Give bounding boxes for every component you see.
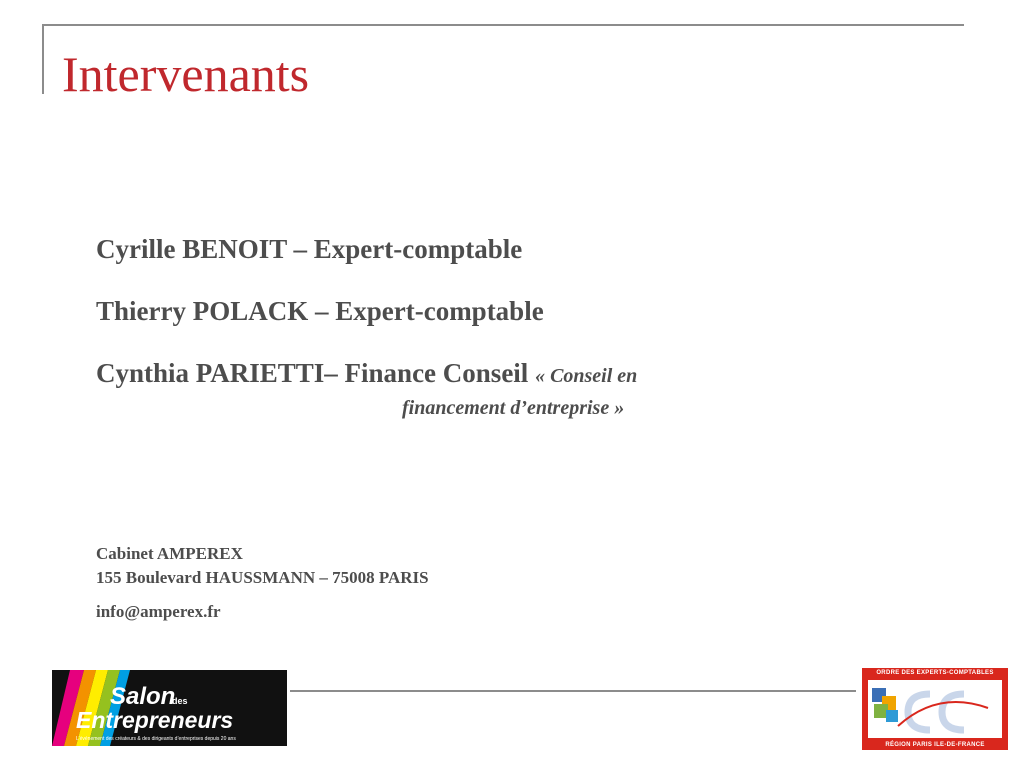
- contact-block: [96, 542, 429, 624]
- speaker-item: [96, 354, 856, 395]
- speaker-list: [96, 230, 856, 419]
- contact-email: info@amperex.fr: [96, 602, 221, 621]
- oec-top-text: ORDRE DES EXPERTS-COMPTABLES: [876, 670, 994, 676]
- speaker-item: [96, 292, 856, 330]
- speaker-text: Cynthia PARIETTI– Finance Conseil: [96, 358, 529, 388]
- frame-left-rule: [42, 24, 44, 94]
- footer-rule: [290, 690, 856, 692]
- ordre-experts-comptables-logo: [862, 668, 1008, 750]
- frame-top-rule: [42, 24, 964, 26]
- salon-line2: Entrepreneurs: [76, 707, 234, 733]
- speaker-text: Cyrille BENOIT – Expert-comptable: [96, 234, 523, 264]
- oec-emblem-graphic: [868, 680, 1002, 738]
- company-address: 155 Boulevard HAUSSMANN – 75008 PARIS: [96, 568, 429, 587]
- speaker-note-continuation: financement d’entreprise »: [402, 397, 625, 419]
- salon-line1: Salon: [110, 683, 176, 710]
- oec-emblem-panel: [868, 680, 1002, 738]
- speaker-item: [96, 230, 856, 268]
- speaker-text: Thierry POLACK – Expert-comptable: [96, 296, 544, 326]
- salon-entrepreneurs-logo: [52, 670, 287, 746]
- oec-bottom-text: RÉGION PARIS ILE-DE-FRANCE: [885, 742, 985, 748]
- salon-tagline: L’événement des créateurs & des dirigeants d’entreprises depuis 20 ans: [76, 736, 236, 742]
- salon-line1-small: des: [172, 696, 188, 706]
- company-name: Cabinet AMPEREX: [96, 544, 243, 563]
- salon-logo-graphic: [52, 670, 287, 746]
- slide-title: Intervenants: [62, 46, 310, 102]
- speaker-note: « Conseil en: [535, 365, 638, 387]
